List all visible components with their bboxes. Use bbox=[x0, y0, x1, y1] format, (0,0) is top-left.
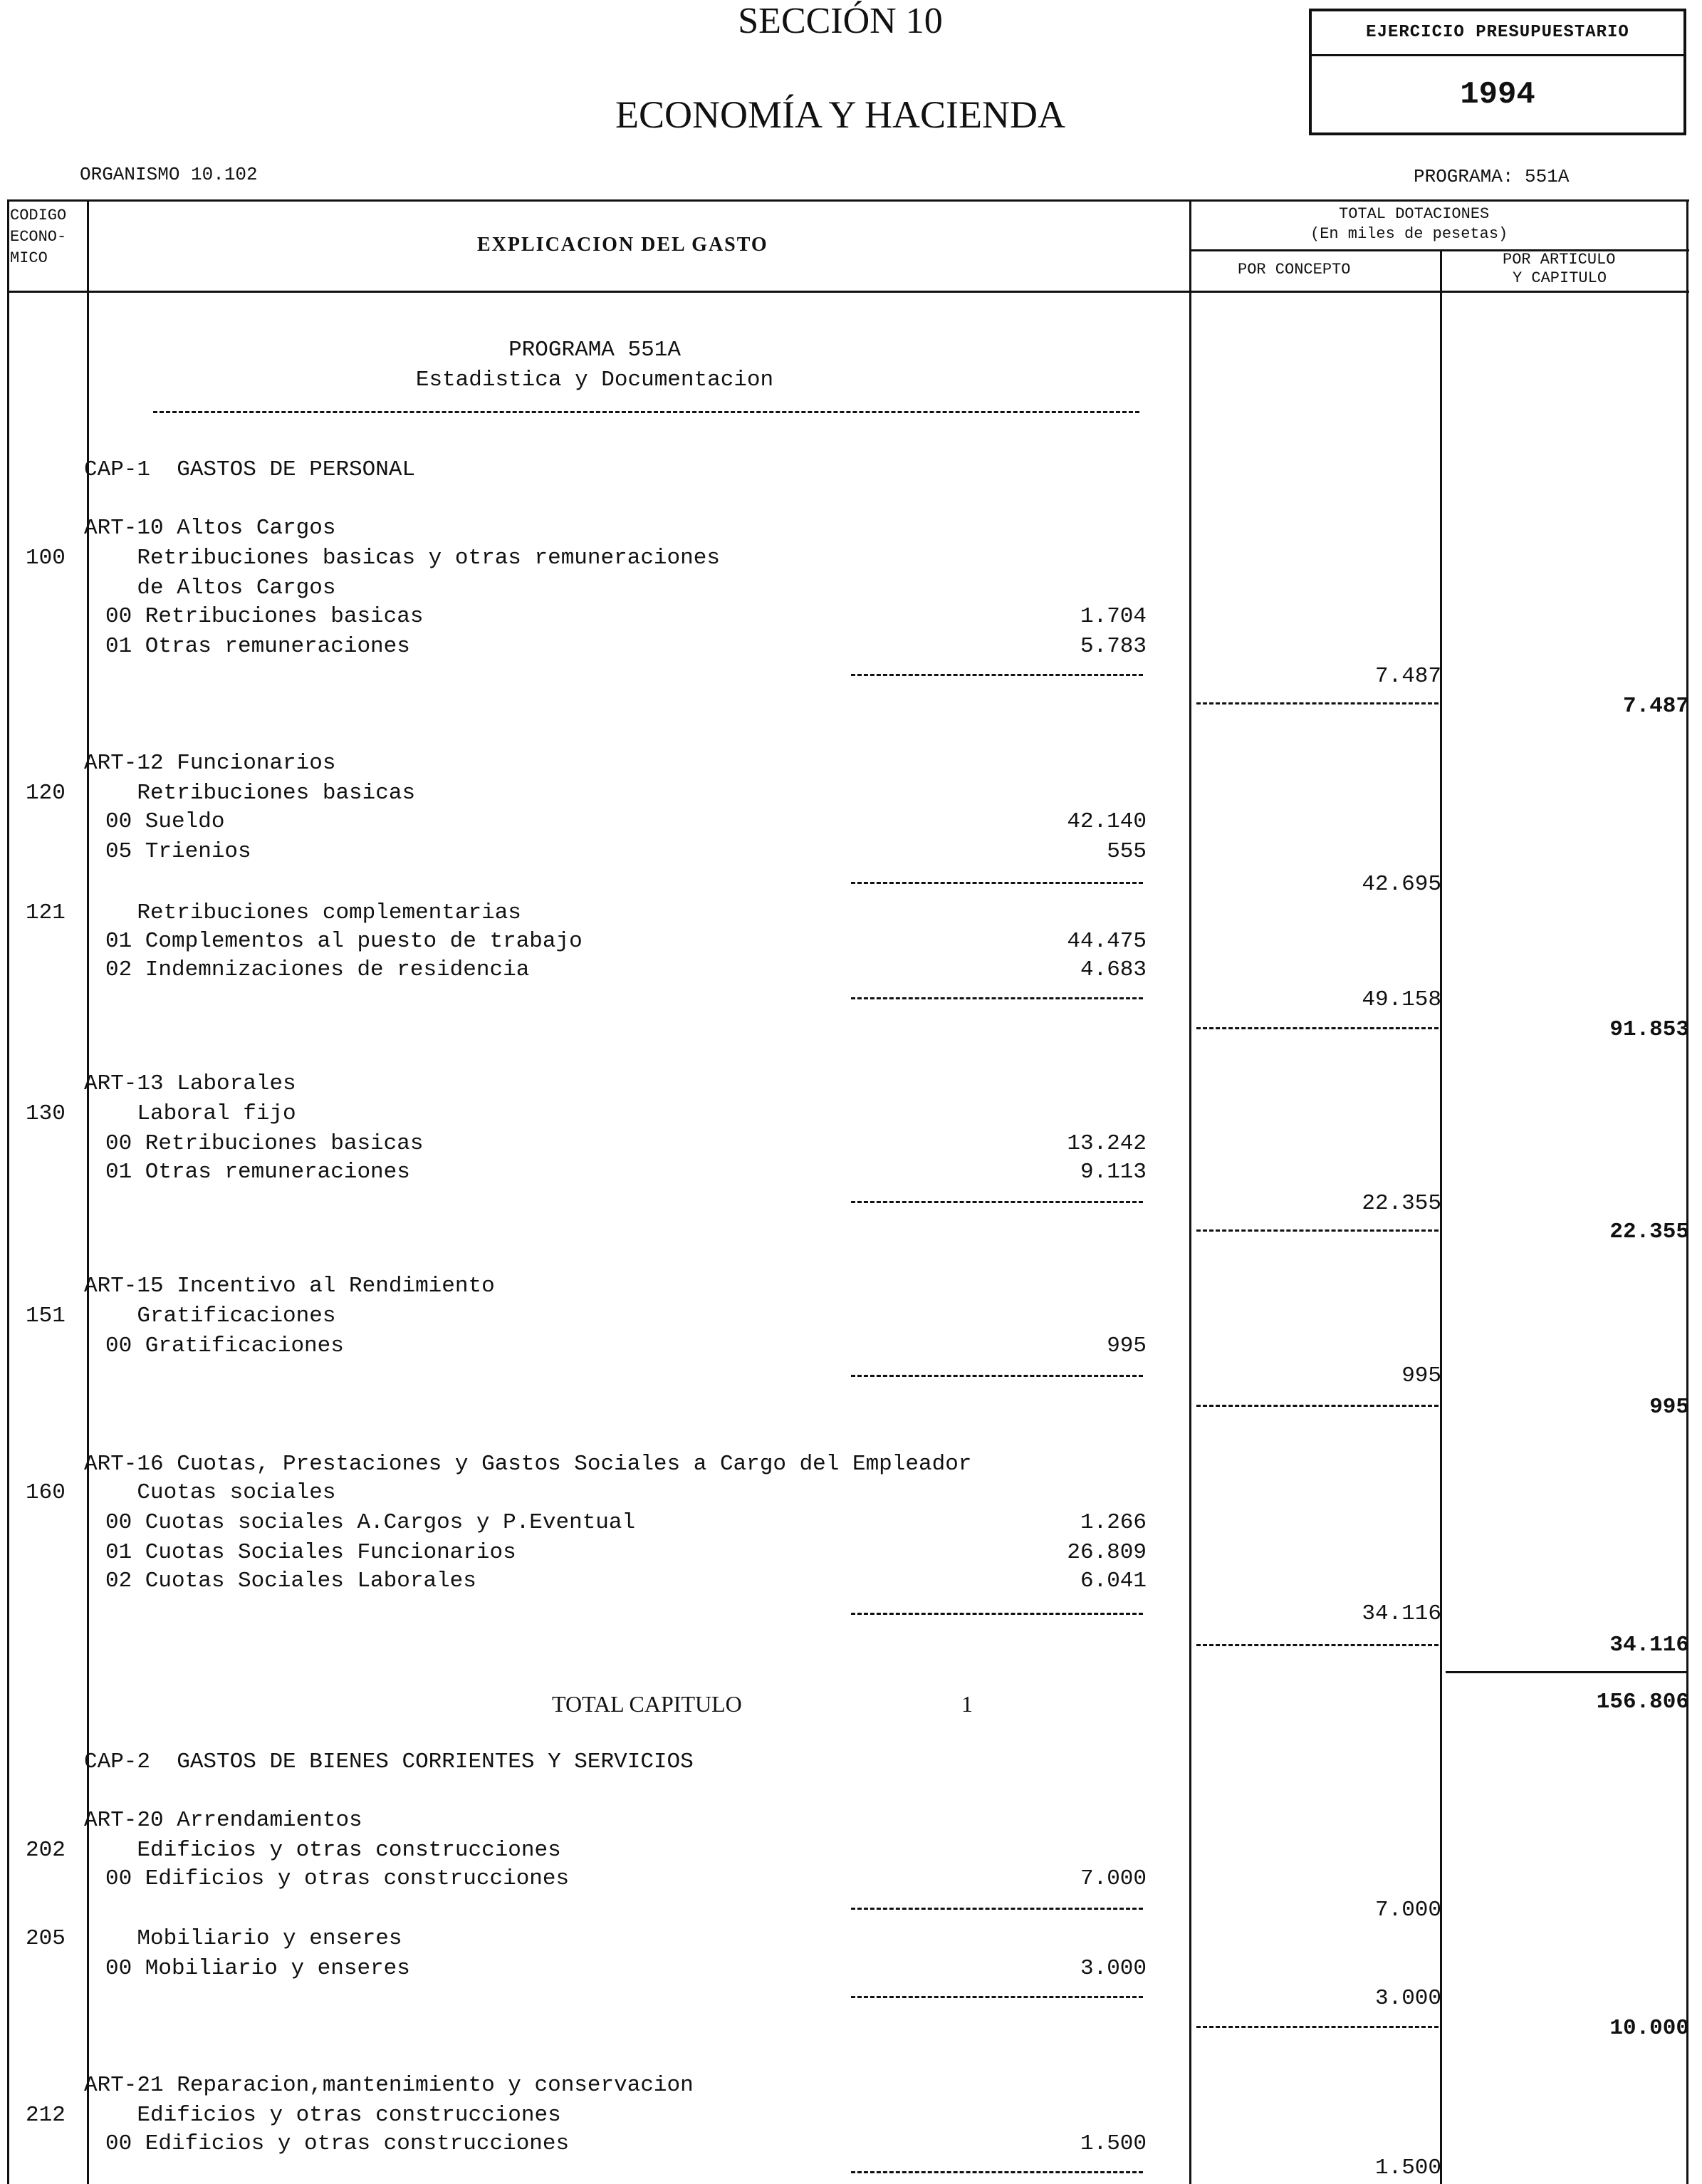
code-130: 130 bbox=[26, 1101, 66, 1126]
y-capitulo-header: Y CAPITULO bbox=[1513, 269, 1607, 287]
c205-concept-total: 3.000 bbox=[1374, 1986, 1441, 2011]
art13-sum-rule bbox=[1196, 1229, 1439, 1232]
explicacion-header: EXPLICACION DEL GASTO bbox=[477, 234, 768, 256]
c160-01-amount: 26.809 bbox=[1067, 1540, 1147, 1565]
code-160: 160 bbox=[26, 1480, 66, 1505]
c130-concept-total: 22.355 bbox=[1362, 1191, 1441, 1216]
c202-00-amount: 7.000 bbox=[1080, 1866, 1147, 1891]
art10-heading: ART-10 Altos Cargos bbox=[84, 516, 336, 541]
c120-00-label: 00 Sueldo bbox=[105, 809, 225, 834]
c202-desc: Edificios y otras construcciones bbox=[84, 1838, 561, 1863]
c212-00-label: 00 Edificios y otras construcciones bbox=[105, 2131, 570, 2156]
c205-00-amount: 3.000 bbox=[1080, 1956, 1147, 1981]
table-header-bottom bbox=[7, 291, 1689, 293]
ministry-title: ECONOMÍA Y HACIENDA bbox=[615, 93, 1065, 136]
c120-sum-rule bbox=[851, 882, 1143, 884]
cap2-heading: CAP-2 GASTOS DE BIENES CORRIENTES Y SERVICIOS bbox=[84, 1749, 694, 1774]
total-capitulo-rule bbox=[1446, 1671, 1688, 1673]
art13-heading: ART-13 Laborales bbox=[84, 1071, 296, 1096]
c130-01-label: 01 Otras remuneraciones bbox=[105, 1160, 410, 1185]
por-concepto-header: POR CONCEPTO bbox=[1238, 261, 1351, 279]
c151-sum-rule bbox=[851, 1375, 1143, 1377]
c130-01-amount: 9.113 bbox=[1080, 1160, 1147, 1185]
c130-desc: Laboral fijo bbox=[84, 1101, 296, 1126]
c100-concept-total: 7.487 bbox=[1374, 664, 1441, 689]
c205-00-label: 00 Mobiliario y enseres bbox=[105, 1956, 410, 1981]
c151-desc: Gratificaciones bbox=[84, 1304, 336, 1328]
c120-05-amount: 555 bbox=[1107, 839, 1147, 864]
c212-desc: Edificios y otras construcciones bbox=[84, 2103, 561, 2128]
c100-desc-1: Retribuciones basicas y otras remuneraciones bbox=[84, 546, 720, 571]
c212-concept-total: 1.500 bbox=[1374, 2156, 1441, 2180]
art12-heading: ART-12 Funcionarios bbox=[84, 751, 336, 776]
art10-sum-rule bbox=[1196, 702, 1439, 704]
c151-00-amount: 995 bbox=[1107, 1333, 1147, 1358]
ejercicio-label: EJERCICIO PRESUPUESTARIO bbox=[1312, 11, 1683, 56]
code-212: 212 bbox=[26, 2103, 66, 2128]
code-202: 202 bbox=[26, 1838, 66, 1863]
c121-01-amount: 44.475 bbox=[1067, 929, 1147, 954]
c202-concept-total: 7.000 bbox=[1374, 1898, 1441, 1923]
art15-heading: ART-15 Incentivo al Rendimiento bbox=[84, 1274, 495, 1299]
code-205: 205 bbox=[26, 1926, 66, 1951]
art12-article-total: 91.853 bbox=[1609, 1017, 1689, 1042]
art10-article-total: 7.487 bbox=[1622, 694, 1689, 719]
organismo-label: ORGANISMO 10.102 bbox=[80, 164, 258, 185]
c121-concept-total: 49.158 bbox=[1362, 987, 1441, 1012]
total-capitulo-number: 1 bbox=[961, 1691, 973, 1717]
c121-02-amount: 4.683 bbox=[1080, 957, 1147, 982]
c130-00-label: 00 Retribuciones basicas bbox=[105, 1131, 424, 1156]
c160-02-amount: 6.041 bbox=[1080, 1569, 1147, 1593]
c160-desc: Cuotas sociales bbox=[84, 1480, 336, 1505]
code-header-3: MICO bbox=[10, 249, 48, 267]
en-miles-header: (En miles de pesetas) bbox=[1310, 225, 1508, 243]
c130-sum-rule bbox=[851, 1201, 1143, 1203]
total-capitulo-label: TOTAL CAPITULO bbox=[552, 1691, 742, 1717]
c100-01-amount: 5.783 bbox=[1080, 634, 1147, 659]
por-articulo-header: POR ARTICULO bbox=[1503, 251, 1616, 269]
art16-heading: ART-16 Cuotas, Prestaciones y Gastos Sociales a Cargo del Empleador bbox=[84, 1452, 972, 1477]
c151-concept-total: 995 bbox=[1401, 1363, 1441, 1388]
total-capitulo-value: 156.806 bbox=[1596, 1690, 1689, 1715]
code-column-divider bbox=[87, 199, 89, 2184]
c100-00-label: 00 Retribuciones basicas bbox=[105, 604, 424, 629]
code-120: 120 bbox=[26, 781, 66, 806]
program-subtitle: Estadistica y Documentacion bbox=[415, 368, 774, 392]
table-right-border bbox=[1686, 199, 1688, 2184]
code-121: 121 bbox=[26, 900, 66, 925]
c120-00-amount: 42.140 bbox=[1067, 809, 1147, 834]
art16-sum-rule bbox=[1196, 1644, 1439, 1646]
c151-00-label: 00 Gratificaciones bbox=[105, 1333, 344, 1358]
c130-00-amount: 13.242 bbox=[1067, 1131, 1147, 1156]
c100-01-label: 01 Otras remuneraciones bbox=[105, 634, 410, 659]
c212-sum-rule bbox=[851, 2171, 1143, 2173]
art20-heading: ART-20 Arrendamientos bbox=[84, 1808, 362, 1833]
c160-concept-total: 34.116 bbox=[1362, 1601, 1441, 1626]
c120-desc: Retribuciones basicas bbox=[84, 781, 416, 806]
c100-sum-rule bbox=[851, 674, 1143, 676]
ejercicio-box bbox=[1309, 9, 1686, 135]
c160-00-label: 00 Cuotas sociales A.Cargos y P.Eventual bbox=[105, 1510, 636, 1535]
c160-sum-rule bbox=[851, 1613, 1143, 1615]
cap1-heading: CAP-1 GASTOS DE PERSONAL bbox=[84, 457, 416, 482]
section-title: SECCIÓN 10 bbox=[738, 1, 943, 41]
c121-02-label: 02 Indemnizaciones de residencia bbox=[105, 957, 530, 982]
c205-sum-rule bbox=[851, 1996, 1143, 1998]
total-dotaciones-header: TOTAL DOTACIONES bbox=[1339, 205, 1490, 223]
programa-label: PROGRAMA: 551A bbox=[1414, 166, 1570, 187]
c160-01-label: 01 Cuotas Sociales Funcionarios bbox=[105, 1540, 516, 1565]
code-100: 100 bbox=[26, 546, 66, 571]
art20-sum-rule bbox=[1196, 2026, 1439, 2028]
art16-article-total: 34.116 bbox=[1609, 1633, 1689, 1658]
code-151: 151 bbox=[26, 1304, 66, 1328]
art15-article-total: 995 bbox=[1649, 1395, 1689, 1420]
c121-01-label: 01 Complementos al puesto de trabajo bbox=[105, 929, 583, 954]
c205-desc: Mobiliario y enseres bbox=[84, 1926, 402, 1951]
c160-02-label: 02 Cuotas Sociales Laborales bbox=[105, 1569, 476, 1593]
c100-desc-2: de Altos Cargos bbox=[84, 576, 336, 600]
art12-sum-rule bbox=[1196, 1027, 1439, 1029]
code-header-2: ECONO- bbox=[10, 228, 67, 246]
c100-00-amount: 1.704 bbox=[1080, 604, 1147, 629]
program-rule bbox=[153, 411, 1139, 413]
table-top-border bbox=[7, 199, 1689, 202]
code-header-1: CODIGO bbox=[10, 207, 67, 224]
art20-article-total: 10.000 bbox=[1609, 2016, 1689, 2041]
concept-column-divider bbox=[1189, 199, 1191, 2184]
art13-article-total: 22.355 bbox=[1609, 1220, 1689, 1244]
art21-heading: ART-21 Reparacion,mantenimiento y conservacion bbox=[84, 2073, 694, 2098]
c212-00-amount: 1.500 bbox=[1080, 2131, 1147, 2156]
ejercicio-year: 1994 bbox=[1460, 77, 1535, 113]
c120-concept-total: 42.695 bbox=[1362, 872, 1441, 897]
c202-sum-rule bbox=[851, 1908, 1143, 1910]
art15-sum-rule bbox=[1196, 1405, 1439, 1407]
c202-00-label: 00 Edificios y otras construcciones bbox=[105, 1866, 570, 1891]
program-title: PROGRAMA 551A bbox=[508, 338, 681, 363]
c120-05-label: 05 Trienios bbox=[105, 839, 251, 864]
table-left-border bbox=[7, 199, 9, 2184]
c121-sum-rule bbox=[851, 997, 1143, 999]
c160-00-amount: 1.266 bbox=[1080, 1510, 1147, 1535]
c121-desc: Retribuciones complementarias bbox=[84, 900, 521, 925]
